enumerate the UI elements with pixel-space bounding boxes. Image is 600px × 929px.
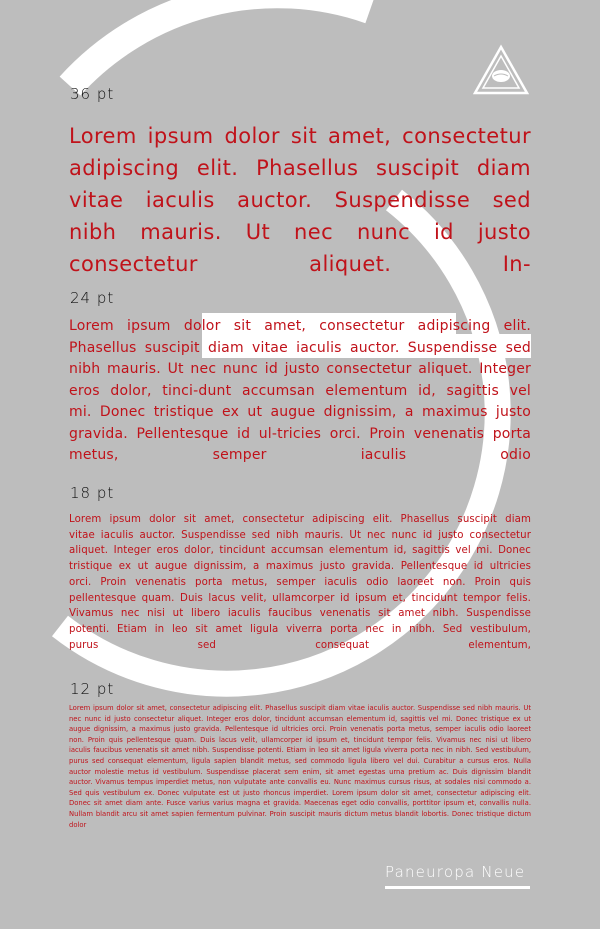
- sample-paragraph-24pt: Lorem ipsum dolor sit amet, consectetur adipiscing elit. Phasellus suscipit diam vitae iaculis auctor. Suspendisse sed nibh mauris. Ut nec nunc id justo consectetur aliquet. Integer eros dolor, tinci-dunt accumsan elementum id, sagittis vel mi. Donec tristique ex ut augue dignissim, a maximus justo gravida. Pellentesque id ul-tricies orci. Proin venenatis porta metus, semper iaculis odio: [69, 318, 531, 463]
- size-label-36: 36 pt: [70, 85, 115, 103]
- size-label-24: 24 pt: [70, 289, 115, 307]
- size-label-18: 18 pt: [70, 484, 115, 502]
- font-name-title: Paneuropa Neue: [385, 863, 526, 881]
- sample-paragraph-12pt: Lorem ipsum dolor sit amet, consectetur adipiscing elit. Phasellus suscipit diam vitae iaculis auctor. Suspendisse sed nibh mauris. Ut nec nunc id justo consectetur aliquet. Integer eros dolor, tincidunt accumsan elementum id, sagittis vel mi. Donec tristique ex ut augue dignissim, a maximus justo gravida. Pellentesque id ultricies orci. Proin venenatis porta metus, semper iaculis odio laoreet non. Proin quis pellentesque quam. Duis lacus velit, ullamcorper id ipsum et, tincidunt tempor felis. Vivamus nec nisi ut libero iaculis faucibus venenatis sit amet nibh. Suspendisse potenti. Etiam in leo sit amet ligula viverra porta nec in nibh. Sed vestibulum, purus sed consequat elementum, ligula sapien blandit metus, sed commodo ligula libero vel dui. Curabitur a cursus eros. Nulla auctor molestie metus id vestibulum. Suspendisse placerat sem enim, sit amet egestas urna pretium ac. Duis dignissim blandit auctor. Vivamus tempus imperdiet metus, non vulputate ante convallis eu. Nunc maximus cursus risus, at sodales nisi commodo a. Sed quis vestibulum ex. Donec vulputate est ut justo rhoncus imperdiet. Lorem ipsum dolor sit amet, consectetur adipiscing elit. Donec sit amet diam ante. Fusce varius varius magna et gravida. Maecenas eget odio convallis, porttitor ipsum et, convallis nulla. Nullam blandit arcu sit amet sapien fermentum pulvinar. Proin suscipit mauris dictum metus blandit lobortis. Donec tristique dictum dolor: [69, 704, 531, 829]
- triangle-brain-icon: [472, 44, 530, 96]
- size-label-12: 12 pt: [70, 680, 115, 698]
- sample-paragraph-18pt: Lorem ipsum dolor sit amet, consectetur adipiscing elit. Phasellus suscipit diam vitae iaculis auctor. Suspendisse sed nibh mauris. Ut nec nunc id justo consectetur aliquet. Integer eros dolor, tincidunt accumsan elementum id, sagittis vel mi. Donec tristique ex ut augue dignissim, a maximus justo gravida. Pellentesque id ultricies orci. Proin venenatis porta metus, semper iaculis odio laoreet non. Proin quis pellentesque quam. Duis lacus velit, ullamcorper id ipsum et, tincidunt tempor felis. Vivamus nec nisi ut libero iaculis faucibus venenatis sit amet nibh. Suspendisse potenti. Etiam in leo sit amet ligula viverra porta nec in nibh. Sed vestibulum, purus sed consequat elementum,: [69, 514, 531, 651]
- sample-paragraph-36pt: Lorem ipsum dolor sit amet, consectetur adipiscing elit. Phasellus suscipit diam vitae iaculis auctor. Suspendisse sed nibh mauris. Ut nec nunc id justo consectetur aliquet. In-: [69, 124, 531, 276]
- brand-underline: [385, 886, 530, 889]
